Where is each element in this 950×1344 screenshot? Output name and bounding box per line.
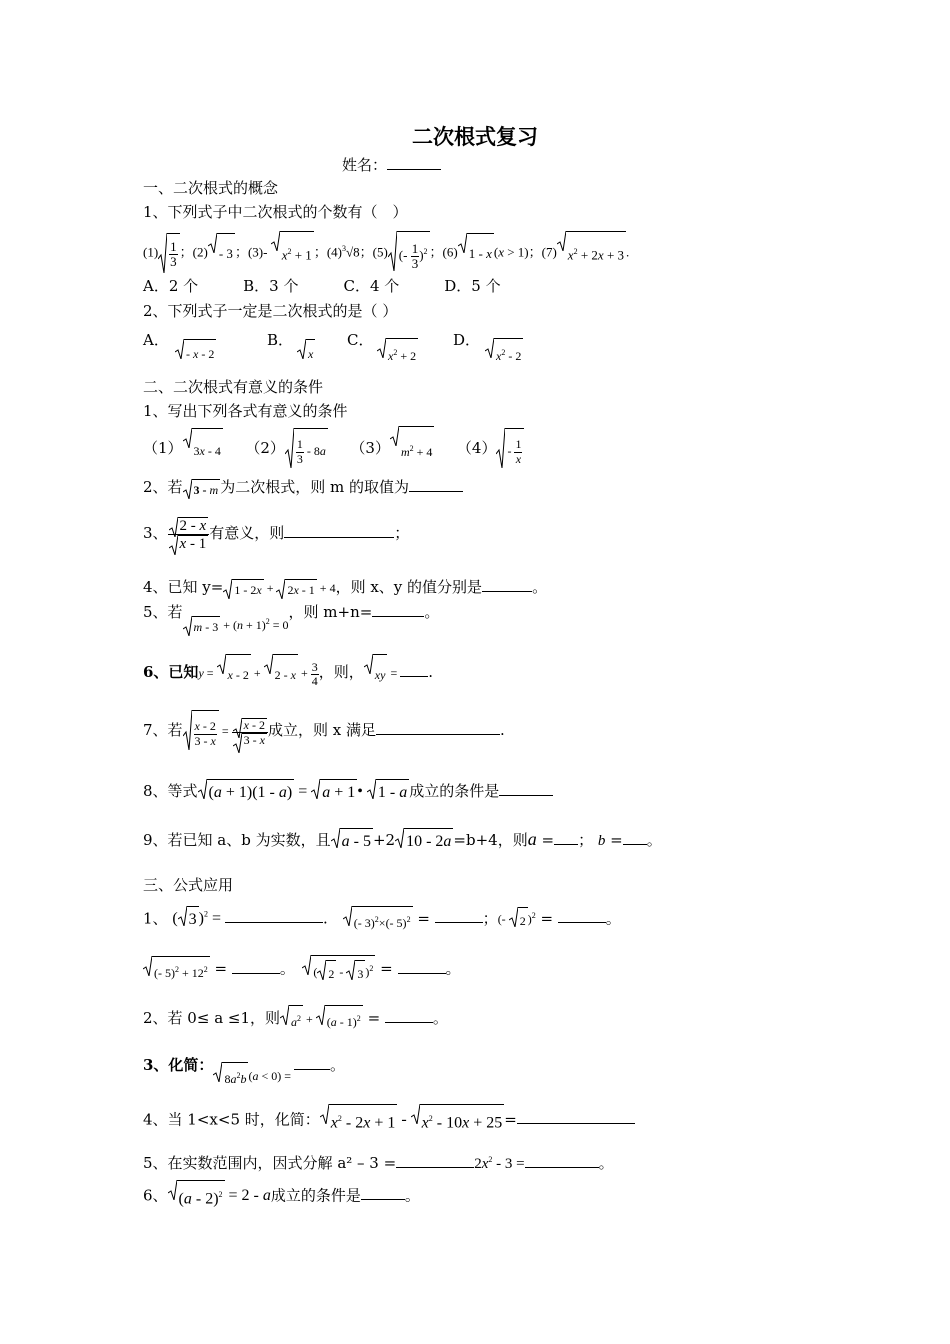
answer-blank[interactable] — [517, 1107, 635, 1124]
s3-question-1: 1、 ( 3 )$^2$ = . (- 3)$^2$×(- 5)$^2$ = ；(- 2 )$^2$ = 。 — [143, 902, 621, 936]
answer-blank[interactable] — [396, 1151, 474, 1168]
answer-blank[interactable] — [361, 1183, 405, 1200]
s2-question-9: 9、若已知 a、b 为实数，且 a - 5 +2 10 - 2a =b+4，则a = ； b = 。 — [143, 826, 662, 855]
s1-q1-expressions: (1) $\frac{1}{3}$ ；(2) - 3 ；(3)- $x^2 + 1$ ；$(4)^3√8$；(5) (- $\frac{1}{3}$ )$^2$ ；(6) 1 - x (x > 1)；(7) $x^2 + 2x + 3$ . — [143, 229, 629, 276]
s2-question-5: 5、若 $_{m - 3 + (n + 1)^2 = 0}$，则 m+n= 。 — [143, 600, 439, 625]
section-1-heading: 一、二次根式的概念 — [143, 179, 279, 197]
answer-blank[interactable] — [435, 906, 483, 923]
name-label: 姓名： — [342, 156, 388, 174]
answer-blank[interactable] — [284, 521, 394, 538]
page-title: 二次根式复习 — [412, 124, 538, 149]
answer-blank[interactable] — [482, 575, 532, 592]
s1-question-1: 1、下列式子中二次根式的个数有（ ） — [143, 203, 408, 221]
answer-blank[interactable] — [385, 1006, 433, 1023]
s1-question-2: 2、下列式子一定是二次根式的是（ ） — [143, 302, 398, 320]
s2-question-6: 6、已知y = x - 2 + 2 - x + $\frac{3}{4}$ ，则， xy = . — [143, 652, 433, 695]
section-3-heading: 三、公式应用 — [143, 876, 234, 894]
s3-question-2: 2、若 0≤ a ≤1，则 $a^2$ + (a - 1)$^2$ = 。 — [143, 1005, 448, 1035]
answer-blank[interactable] — [409, 475, 463, 492]
answer-blank[interactable] — [400, 660, 428, 677]
name-line — [342, 153, 441, 175]
s1-q1-options: A．2 个 B．3 个 C．4 个 D．5 个 — [143, 277, 501, 295]
answer-blank[interactable] — [225, 906, 323, 923]
answer-blank[interactable] — [554, 828, 578, 845]
answer-blank[interactable] — [499, 779, 553, 796]
s2-question-4: 4、已知 y= 1 - 2x + 2x - 1 + 4，则 x、y 的值分别是 。 — [143, 575, 547, 600]
answer-blank[interactable] — [372, 600, 424, 617]
answer-blank[interactable] — [525, 1151, 599, 1168]
s1-q2-options: A． - x - 2 B． x C． $x^2 + 2$ D． $x^2 - 2$ — [143, 326, 169, 354]
answer-blank[interactable] — [623, 828, 647, 845]
s2-question-1: 1、写出下列各式有意义的条件 — [143, 402, 348, 420]
answer-blank[interactable] — [376, 718, 500, 735]
section-2-heading: 二、二次根式有意义的条件 — [143, 378, 324, 396]
answer-blank[interactable] — [398, 957, 446, 974]
s2-question-2: 2、若 3 - m 为二次根式，则 m 的取值为 — [143, 475, 463, 500]
name-blank[interactable] — [387, 153, 441, 170]
s2-q1-expressions: （1） 3x - 4 （2） $\frac{1}{3}$ - 8a （3） $m^2 + 4$ （4） - $\frac{1}{x}$ — [143, 426, 524, 474]
answer-blank[interactable] — [558, 906, 606, 923]
s3-question-6: 6、 (a - 2)$^2$ = 2 - a成立的条件是 。 — [143, 1180, 420, 1213]
answer-blank[interactable] — [232, 957, 280, 974]
s3-question-4: 4、当 1<x<5 时，化简： $x^2 - 2x + 1$ - $x^2 - 10x + 25$ = — [143, 1104, 635, 1137]
s3-question-5: 5、在实数范围内，因式分解 $a^2 - 3 = 2x^2 - 3$ = 。 — [143, 1150, 614, 1174]
s2-question-7: 7、若 $\frac{x - 2}{3 - x}$ = $\frac{x - 2}{3 - x}$ 成立，则 x 满足 . — [143, 708, 505, 755]
s2-question-8: 8、等式 (a + 1)(1 - a) = a + 1 • 1 - a 成立的条件是 — [143, 778, 553, 806]
s3-question-3: 3、化简： $_{8a^2b (a < 0) =}$ 。 — [143, 1052, 345, 1082]
s2-question-3: 3、 $\frac{2 - x}{x - 1}$ 有意义，则 ； — [143, 510, 409, 557]
s3-question-1-cont: (- $5)^2 + 12^2$ = 。 ( 2 - 3 )$^2$ = 。 — [143, 955, 461, 987]
answer-blank[interactable] — [294, 1053, 330, 1070]
